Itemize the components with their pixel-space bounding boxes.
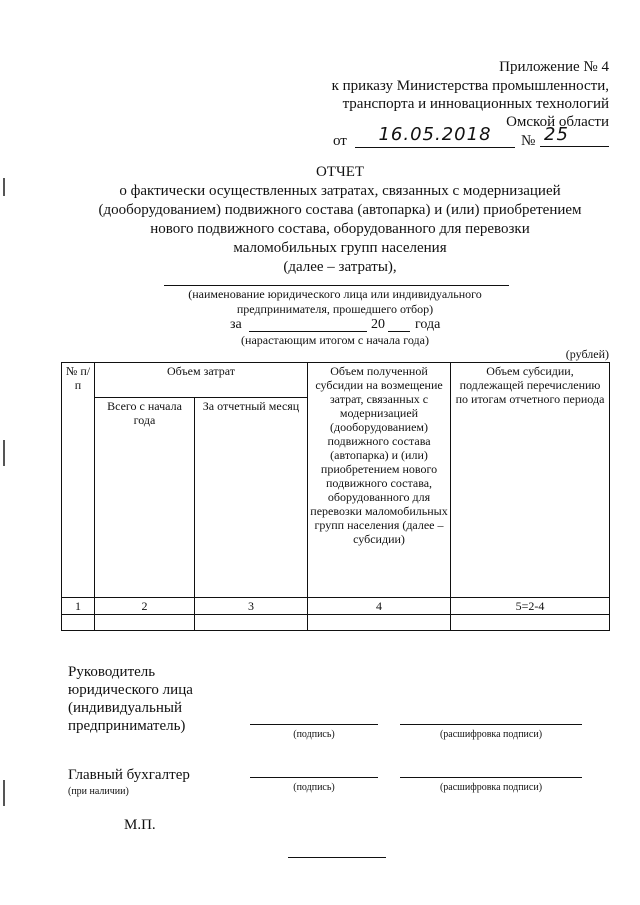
table-cell: 2: [95, 598, 195, 615]
order-number: 25: [544, 124, 569, 145]
report-subtitle-5: (далее – затраты),: [283, 259, 397, 275]
col-subsidy-header: Объем полученной субсидии на возмещение затрат, связанных с модернизацией (дооборудованием) подвижного состава (автопарка) и (или) приобретением нового подвижного состава, оборудованного для перевозки маломобильных групп населения (далее – субсидии): [308, 363, 451, 598]
table-cell: [451, 615, 610, 631]
table-cell: 1: [62, 598, 95, 615]
table-cell: 3: [195, 598, 308, 615]
scan-mark: [3, 780, 5, 806]
report-subtitle-4: маломобильных групп населения: [233, 240, 447, 256]
table-cell: [308, 615, 451, 631]
head-label-3: (индивидуальный: [68, 700, 183, 716]
table-row: [62, 615, 610, 631]
report-title: ОТЧЕТ: [315, 164, 365, 180]
accountant-sign-line: [250, 777, 378, 778]
head-label-4: предприниматель): [68, 718, 186, 734]
table-cell: 5=2-4: [451, 598, 610, 615]
col-month-header: За отчетный месяц: [195, 398, 308, 598]
table-cell: [62, 615, 95, 631]
year-suffix: года: [415, 317, 441, 332]
table-cell: 4: [308, 598, 451, 615]
annex-line-3: Омской области: [506, 114, 609, 130]
col-since-start-header: Всего с начала года: [95, 398, 195, 598]
entity-caption-2: предпринимателя, прошедшего отбор): [236, 302, 434, 316]
entity-name-line: [164, 285, 509, 286]
head-decode-caption: (расшифровка подписи): [439, 729, 543, 740]
year-field: [388, 318, 410, 332]
head-label-1: Руководитель: [68, 664, 156, 680]
bottom-rule: [288, 857, 386, 858]
year-prefix: 20: [371, 317, 385, 332]
table-header-row: [62, 363, 610, 398]
units-label: (рублей): [565, 347, 609, 361]
report-subtitle-2: (дооборудованием) подвижного состава (автопарка) и (или) приобретением: [98, 202, 582, 218]
accountant-if-any: (при наличии): [68, 786, 129, 797]
scan-mark: [3, 178, 5, 196]
stamp-label: М.П.: [124, 817, 156, 833]
accountant-decode-caption: (расшифровка подписи): [439, 782, 543, 793]
accountant-label: Главный бухгалтер: [68, 767, 190, 783]
head-label-2: юридического лица: [68, 682, 193, 698]
period-field: [249, 318, 367, 332]
head-sign-caption: (подпись): [293, 729, 335, 740]
entity-caption-1: (наименование юридического лица или индивидуального: [188, 287, 482, 301]
order-date-field: [355, 124, 515, 148]
report-table: [61, 362, 610, 631]
report-subtitle-3: нового подвижного состава, оборудованного для перевозки: [150, 221, 530, 237]
order-date: 16.05.2018: [378, 124, 492, 145]
period-caption: (нарастающим итогом с начала года): [241, 333, 429, 347]
order-number-field: [540, 124, 609, 147]
table-cell: [95, 615, 195, 631]
col-transfer-header: Объем субсидии, подлежащей перечислению по итогам отчетного периода: [451, 363, 610, 598]
scan-mark: [3, 440, 5, 466]
head-decode-line: [400, 724, 582, 725]
accountant-decode-line: [400, 777, 582, 778]
table-number-row: [62, 598, 610, 615]
order-from-label: от: [333, 133, 347, 149]
annex-number: Приложение № 4: [499, 59, 609, 75]
period-prefix: за: [230, 317, 242, 332]
annex-line-1: к приказу Министерства промышленности,: [331, 78, 609, 94]
col-costs-header: Объем затрат: [95, 363, 308, 398]
head-sign-line: [250, 724, 378, 725]
accountant-sign-caption: (подпись): [293, 782, 335, 793]
table-cell: [195, 615, 308, 631]
report-subtitle-1: о фактически осуществленных затратах, связанных с модернизацией: [119, 183, 561, 199]
col-no-header: № п/п: [62, 363, 95, 598]
annex-line-2: транспорта и инновационных технологий: [342, 96, 609, 112]
order-no-label: №: [521, 133, 536, 149]
